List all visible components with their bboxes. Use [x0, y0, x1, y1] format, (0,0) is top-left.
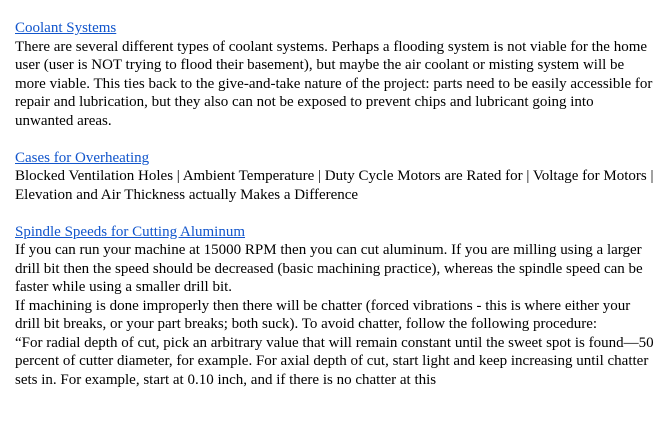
spindle-speeds-paragraph-2: If machining is done improperly then there will be chatter (forced vibrations - this is where either your drill bit breaks, or your part breaks; both suck). To avoid chatter, follow the following procedure:: [15, 297, 631, 332]
section-spindle-speeds: [15, 223, 655, 390]
section-coolant-systems: [15, 19, 655, 130]
section-cases-for-overheating: [15, 149, 655, 205]
coolant-systems-link[interactable]: Coolant Systems: [15, 20, 117, 36]
spindle-speeds-paragraph-1: If you can run your machine at 15000 RPM then you can cut aluminum. If you are milling using a larger drill bit then the speed should be decreased (basic machining practice), whereas the spindle speed can be faster while using a smaller drill bit.: [15, 242, 643, 295]
spindle-speeds-link[interactable]: Spindle Speeds for Cutting Aluminum: [15, 223, 246, 240]
cases-for-overheating-paragraph: Blocked Ventilation Holes | Ambient Temperature | Duty Cycle Motors are Rated for | Voltage for Motors | Elevation and Air Thickness actually Makes a Difference: [15, 168, 654, 203]
coolant-systems-paragraph: There are several different types of coolant systems. Perhaps a flooding system is not viable for the home user (user is NOT trying to flood their basement), but maybe the air coolant or misting system will be more viable. This ties back to the give-and-take nature of the project: parts need to be easily accessible for repair and lubrication, but they also can not be exposed to prevent chips and lubricant going into unwanted areas.: [15, 38, 653, 129]
cases-for-overheating-link[interactable]: Cases for Overheating: [15, 149, 150, 166]
document-body: [15, 19, 655, 408]
spindle-speeds-quote: “For radial depth of cut, pick an arbitrary value that will remain constant until the sweet spot is found—50 percent of cutter diameter, for example. For axial depth of cut, start light and keep increasing until chatter sets in. For example, start at 0.10 inch, and if there is no chatter at this: [15, 334, 654, 388]
